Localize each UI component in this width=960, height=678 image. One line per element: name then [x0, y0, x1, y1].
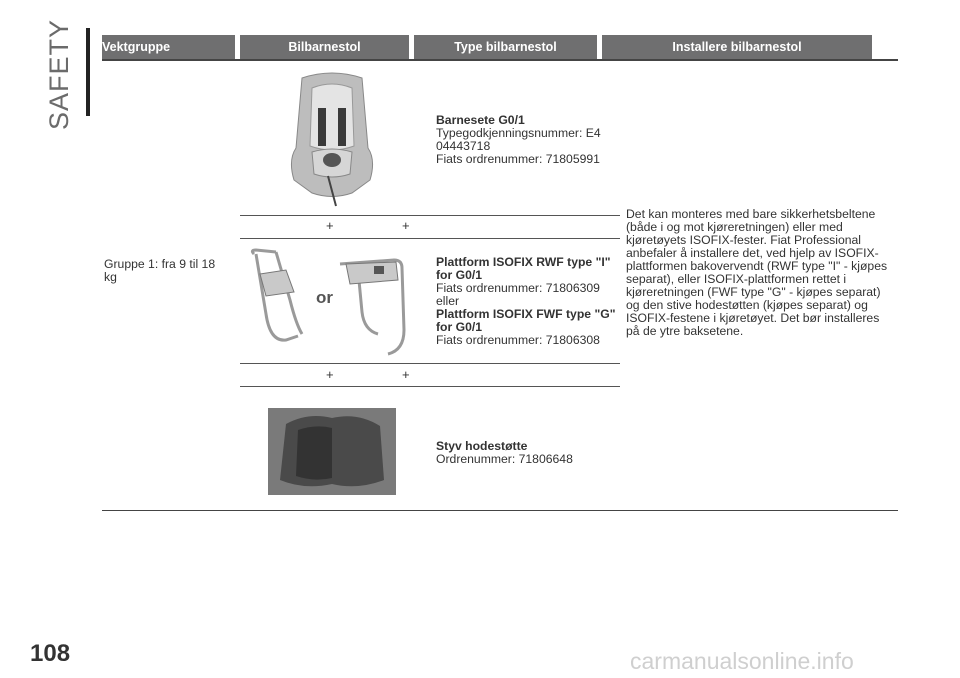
headrest-title: Styv hodestøtte — [436, 439, 528, 453]
header-divider — [102, 59, 898, 61]
headrest-order: Ordrenummer: 71806648 — [436, 452, 573, 466]
isofix-description — [436, 256, 616, 347]
child-seat-title: Barnesete G0/1 — [436, 113, 525, 127]
isofix-rwf-title: Plattform ISOFIX RWF type "I" for G0/1 — [436, 255, 611, 282]
row-divider — [240, 386, 620, 387]
table-bottom-rule — [102, 510, 898, 511]
section-rule — [86, 28, 90, 116]
page-number: 108 — [30, 640, 71, 667]
plus-sign: + — [326, 218, 334, 233]
child-seat-description — [436, 114, 616, 166]
plus-sign: + — [402, 218, 410, 233]
isofix-platform-image-fwf — [334, 250, 418, 360]
section-label: SAFETY — [44, 18, 74, 130]
plus-sign: + — [402, 367, 410, 382]
plus-sign: + — [326, 367, 334, 382]
isofix-platform-image-rwf — [246, 244, 312, 348]
header-child-seat: Bilbarnestol — [240, 35, 409, 59]
weight-group-cell: Gruppe 1: fra 9 til 18 kg — [104, 257, 216, 284]
watermark: carmanualsonline.info — [630, 648, 854, 674]
header-install: Installere bilbarnestol — [602, 35, 872, 59]
isofix-fwf-title: Plattform ISOFIX FWF type "G" for G0/1 — [436, 307, 616, 334]
row-divider — [240, 363, 620, 364]
child-seat-approval: Typegodkjenningsnummer: E4 04443718 — [436, 126, 601, 153]
table-header — [102, 35, 898, 59]
isofix-fwf-order: Fiats ordrenummer: 71806308 — [436, 333, 600, 347]
row-divider — [240, 238, 620, 239]
headrest-description — [436, 440, 616, 466]
headrest-image — [268, 408, 396, 495]
child-seat-image — [282, 68, 382, 208]
isofix-rwf-order: Fiats ordrenummer: 71806309 — [436, 281, 600, 295]
child-seat-order: Fiats ordrenummer: 71805991 — [436, 152, 600, 166]
or-label: or — [316, 288, 333, 307]
row-divider — [240, 215, 620, 216]
install-description: Det kan monteres med bare sikkerhetsbeltene (både i og mot kjøreretningen) eller med kjøretøyets ISOFIX-fester. Fiat Professional anbefaler å installere det, ved hjelp av ISOFIX-plattformen bakovervendt (RWF type "I" - kjøpes separat), eller ISOFIX-plattformen rettet i kjøreretningen (FWF type "G" - kjøpes separat) og den stive hodestøtten (kjøpes separat) og ISOFIX-festene i kjøretøyet. Det bør installeres på de ytre baksetene. — [626, 207, 888, 338]
isofix-or-text: eller — [436, 294, 460, 308]
header-weight-group: Vektgruppe — [102, 35, 235, 59]
header-seat-type: Type bilbarnestol — [414, 35, 597, 59]
